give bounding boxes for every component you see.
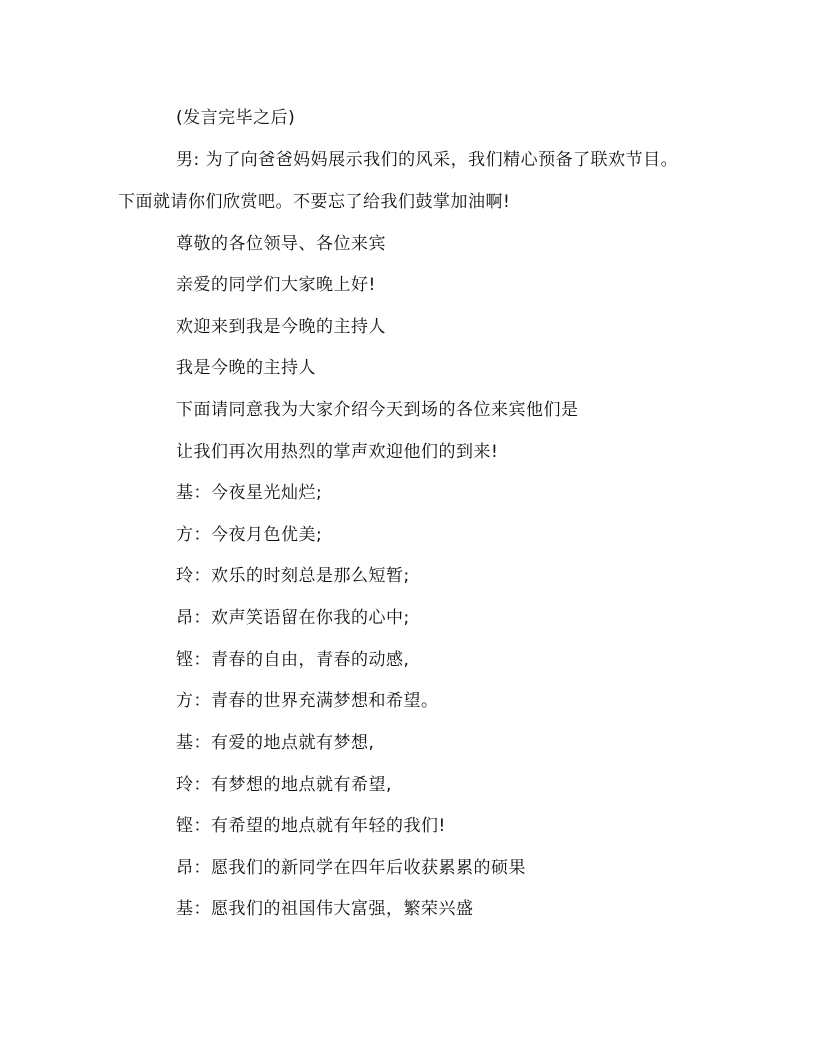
paragraph-line: (发言完毕之后): [176, 108, 296, 128]
paragraph-line: 我是今晚的主持人: [176, 358, 316, 378]
paragraph-line: 玲：欢乐的时刻总是那么短暂;: [176, 566, 410, 586]
paragraph-line: 昂：欢声笑语留在你我的心中;: [176, 608, 410, 628]
paragraph-line: 亲爱的同学们大家晚上好!: [176, 275, 376, 295]
paragraph-line: 铿：青春的自由，青春的动感,: [176, 650, 410, 670]
paragraph-line: 欢迎来到我是今晚的主持人: [176, 317, 386, 337]
paragraph-line: 下面就请你们欣赏吧。不要忘了给我们鼓掌加油啊!: [118, 192, 511, 212]
paragraph-line: 让我们再次用热烈的掌声欢迎他们的到来!: [176, 442, 499, 462]
paragraph-line: 铿：有希望的地点就有年轻的我们!: [176, 816, 446, 836]
paragraph-line: 基：有爱的地点就有梦想,: [176, 733, 375, 753]
paragraph-line: 方：青春的世界充满梦想和希望。: [176, 691, 439, 711]
paragraph-line: 方：今夜月色优美;: [176, 525, 323, 545]
paragraph-line: 基：今夜星光灿烂;: [176, 483, 323, 503]
paragraph-line: 基：愿我们的祖国伟大富强，繁荣兴盛: [176, 899, 474, 919]
paragraph-line: 下面请同意我为大家介绍今天到场的各位来宾他们是: [176, 400, 579, 420]
paragraph-line: 男: 为了向爸爸妈妈展示我们的风采，我们精心预备了联欢节目。: [176, 150, 679, 170]
paragraph-line: 玲：有梦想的地点就有希望,: [176, 775, 392, 795]
paragraph-line: 尊敬的各位领导、各位来宾: [176, 234, 386, 254]
paragraph-line: 昂：愿我们的新同学在四年后收获累累的硕果: [176, 858, 526, 878]
